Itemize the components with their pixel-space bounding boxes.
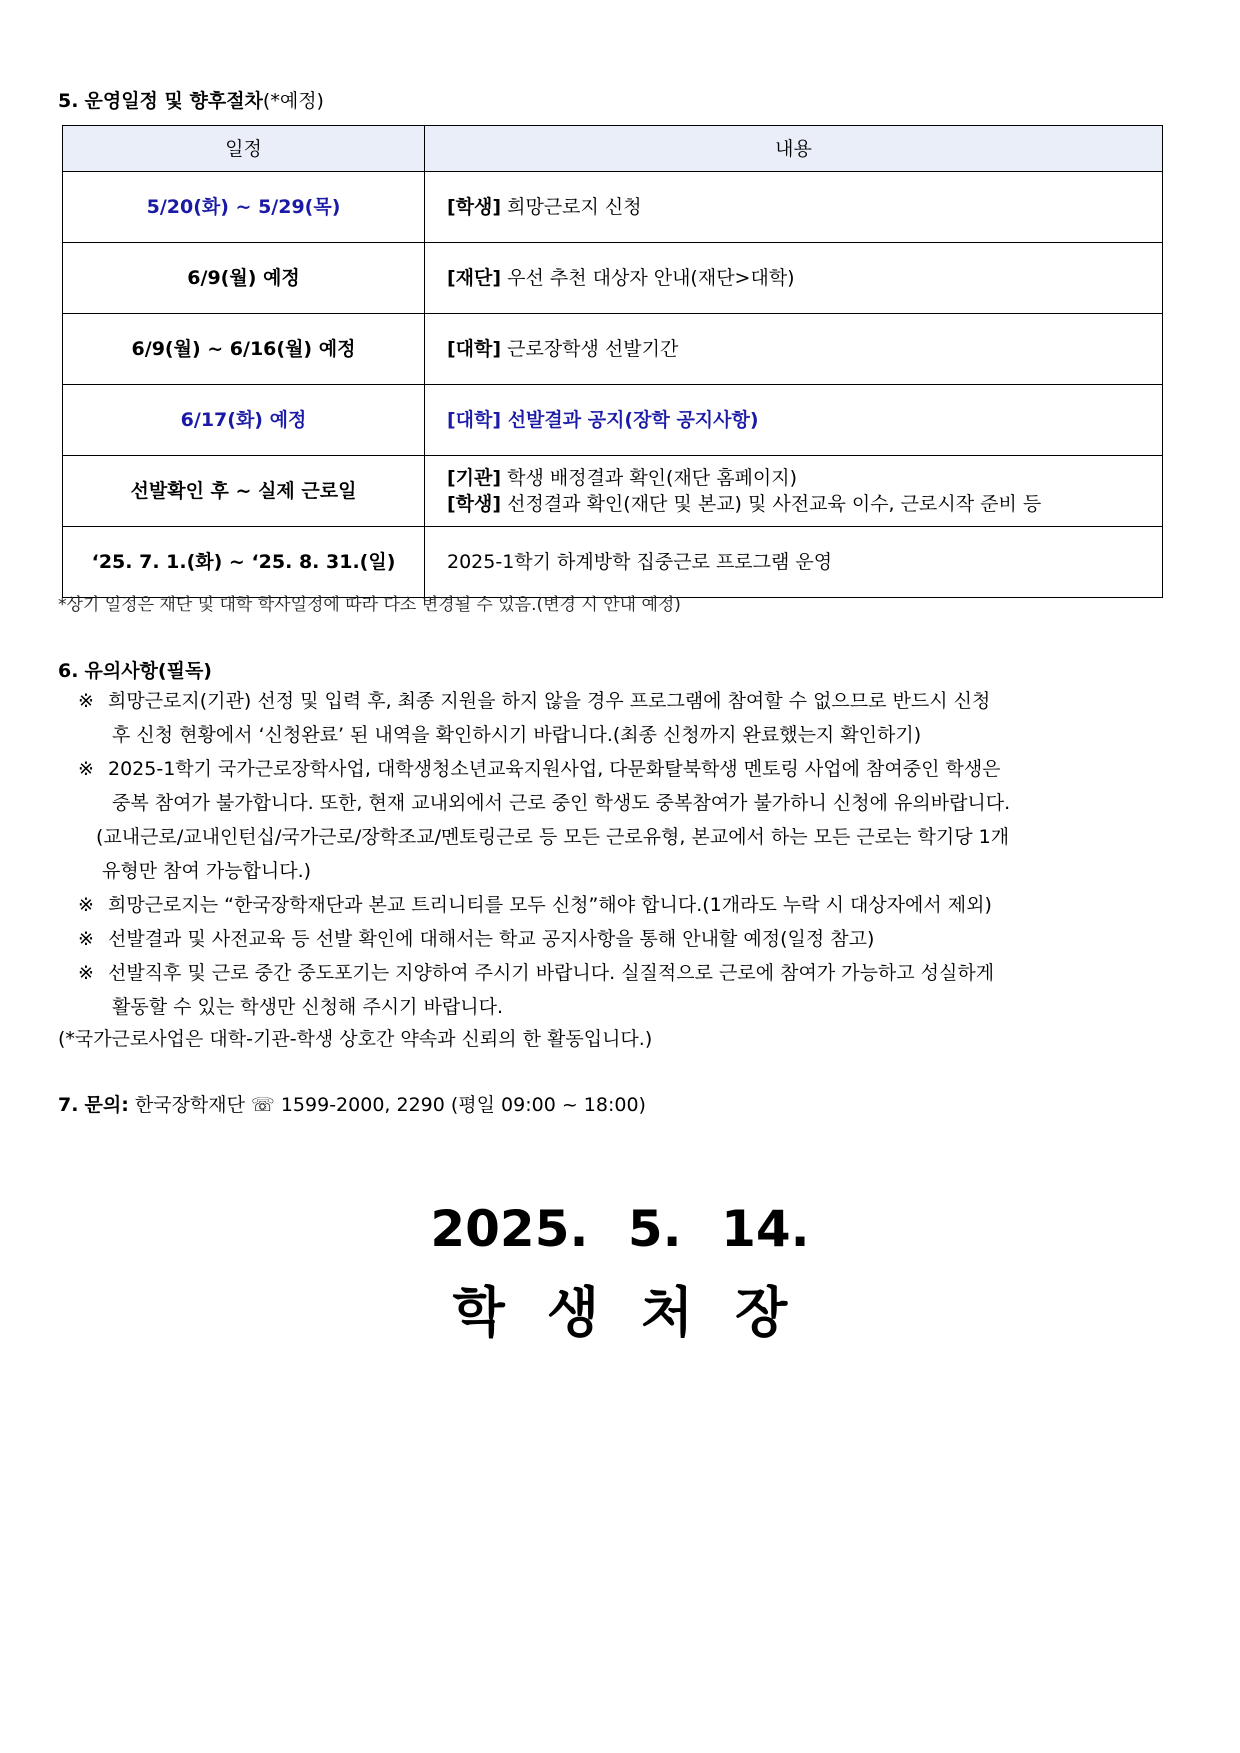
caution-item [78, 922, 1178, 956]
caution-item [78, 888, 1178, 922]
schedule-table [62, 125, 1163, 598]
caution-item [78, 956, 1178, 1024]
table-row [63, 243, 1163, 314]
caution-line: 유형만 참여 가능합니다.) [102, 860, 312, 882]
section-6-number: 6. [58, 660, 79, 682]
issuer-title: 학생처장 [452, 1281, 830, 1344]
row-line [447, 465, 1161, 491]
row-date: ‘25. 7. 1.(화) ~ ‘25. 8. 31.(일) [63, 527, 425, 598]
contact-org: 한국장학재단 [134, 1094, 245, 1116]
section-7-number: 7. [58, 1094, 79, 1116]
row-date: 선발확인 후 ~ 실제 근로일 [63, 456, 425, 527]
caution-line: 희망근로지(기관) 선정 및 입력 후, 최종 지원을 하지 않을 경우 프로그램에 참여할 수 없으므로 반드시 신청 [108, 690, 991, 712]
header-content: 내용 [425, 126, 1163, 172]
row-content [425, 172, 1163, 243]
row-tag: [재단] [447, 267, 502, 289]
caution-item [78, 752, 1178, 888]
section-5-title: 운영일정 및 향후절차 [84, 90, 263, 112]
section-6-title: 유의사항(필독) [84, 660, 212, 682]
row-content [425, 243, 1163, 314]
section-7-title: 문의: [84, 1094, 129, 1116]
row-tag: [대학] [447, 338, 502, 360]
section-7-contact [58, 1090, 646, 1117]
row-tag: [학생] [447, 493, 502, 515]
issue-date: 2025. 5. 14. [430, 1200, 810, 1258]
caution-line: 희망근로지는 “한국장학재단과 본교 트리니티를 모두 신청”해야 합니다.(1개라도 누락 시 대상자에서 제외) [108, 894, 992, 916]
row-text: 선정결과 확인(재단 및 본교) 및 사전교육 이수, 근로시작 준비 등 [501, 493, 1042, 515]
row-tag: [대학] [447, 409, 502, 431]
contact-hours: (평일 09:00 ~ 18:00) [450, 1094, 646, 1116]
header-date: 일정 [63, 126, 425, 172]
row-line [447, 491, 1161, 517]
table-header-row [63, 126, 1163, 172]
row-content [425, 314, 1163, 385]
section-6-heading [58, 656, 212, 683]
reference-mark-icon: ※ [78, 758, 94, 780]
table-row [63, 456, 1163, 527]
row-date: 5/20(화) ~ 5/29(목) [63, 172, 425, 243]
row-text: 학생 배정결과 확인(재단 홈페이지) [501, 467, 798, 489]
caution-line: (교내근로/교내인턴십/국가근로/장학조교/멘토링근로 등 모든 근로유형, 본교에서 하는 모든 근로는 학기당 1개 [96, 826, 1010, 848]
row-text: 우선 추천 대상자 안내(재단>대학) [501, 267, 795, 289]
row-text: 선발결과 공지(장학 공지사항) [501, 409, 759, 431]
caution-line: 선발결과 및 사전교육 등 선발 확인에 대해서는 학교 공지사항을 통해 안내할 예정(일정 참고) [108, 928, 875, 950]
caution-item [78, 684, 1178, 752]
reference-mark-icon: ※ [78, 690, 94, 712]
schedule-note: *상기 일정은 재단 및 대학 학사일정에 따라 다소 변경될 수 있음.(변경 시 안내 예정) [58, 595, 681, 615]
row-tag: [기관] [447, 467, 502, 489]
caution-line: 2025-1학기 국가근로장학사업, 대학생청소년교육지원사업, 다문화탈북학생 멘토링 사업에 참여중인 학생은 [108, 758, 1001, 780]
row-tag: [학생] [447, 196, 502, 218]
row-text: 근로장학생 선발기간 [501, 338, 679, 360]
section-5-number: 5. [58, 90, 79, 112]
footnote: (*국가근로사업은 대학-기관-학생 상호간 약속과 신뢰의 한 활동입니다.) [58, 1028, 653, 1050]
reference-mark-icon: ※ [78, 928, 94, 950]
table-row [63, 527, 1163, 598]
row-text: 희망근로지 신청 [501, 196, 642, 218]
caution-line: 중복 참여가 불가합니다. 또한, 현재 교내외에서 근로 중인 학생도 중복참여가 불가하니 신청에 유의바랍니다. [112, 792, 1011, 814]
table-row [63, 172, 1163, 243]
table-row [63, 385, 1163, 456]
phone-icon: ☏ [251, 1094, 275, 1116]
reference-mark-icon: ※ [78, 962, 94, 984]
section-5-suffix: (*예정) [262, 90, 324, 112]
table-row [63, 314, 1163, 385]
section-5-heading [58, 86, 324, 113]
row-date: 6/17(화) 예정 [63, 385, 425, 456]
row-content [425, 456, 1163, 527]
contact-phone: 1599-2000, 2290 [280, 1094, 445, 1116]
row-content: 2025-1학기 하계방학 집중근로 프로그램 운영 [425, 527, 1163, 598]
reference-mark-icon: ※ [78, 894, 94, 916]
caution-line: 활동할 수 있는 학생만 신청해 주시기 바랍니다. [112, 996, 504, 1018]
caution-line: 후 신청 현황에서 ‘신청완료’ 된 내역을 확인하시기 바랍니다.(최종 신청까지 완료했는지 확인하기) [112, 724, 922, 746]
row-date: 6/9(월) ~ 6/16(월) 예정 [63, 314, 425, 385]
row-date: 6/9(월) 예정 [63, 243, 425, 314]
row-content [425, 385, 1163, 456]
caution-line: 선발직후 및 근로 중간 중도포기는 지양하여 주시기 바랍니다. 실질적으로 근로에 참여가 가능하고 성실하게 [108, 962, 995, 984]
